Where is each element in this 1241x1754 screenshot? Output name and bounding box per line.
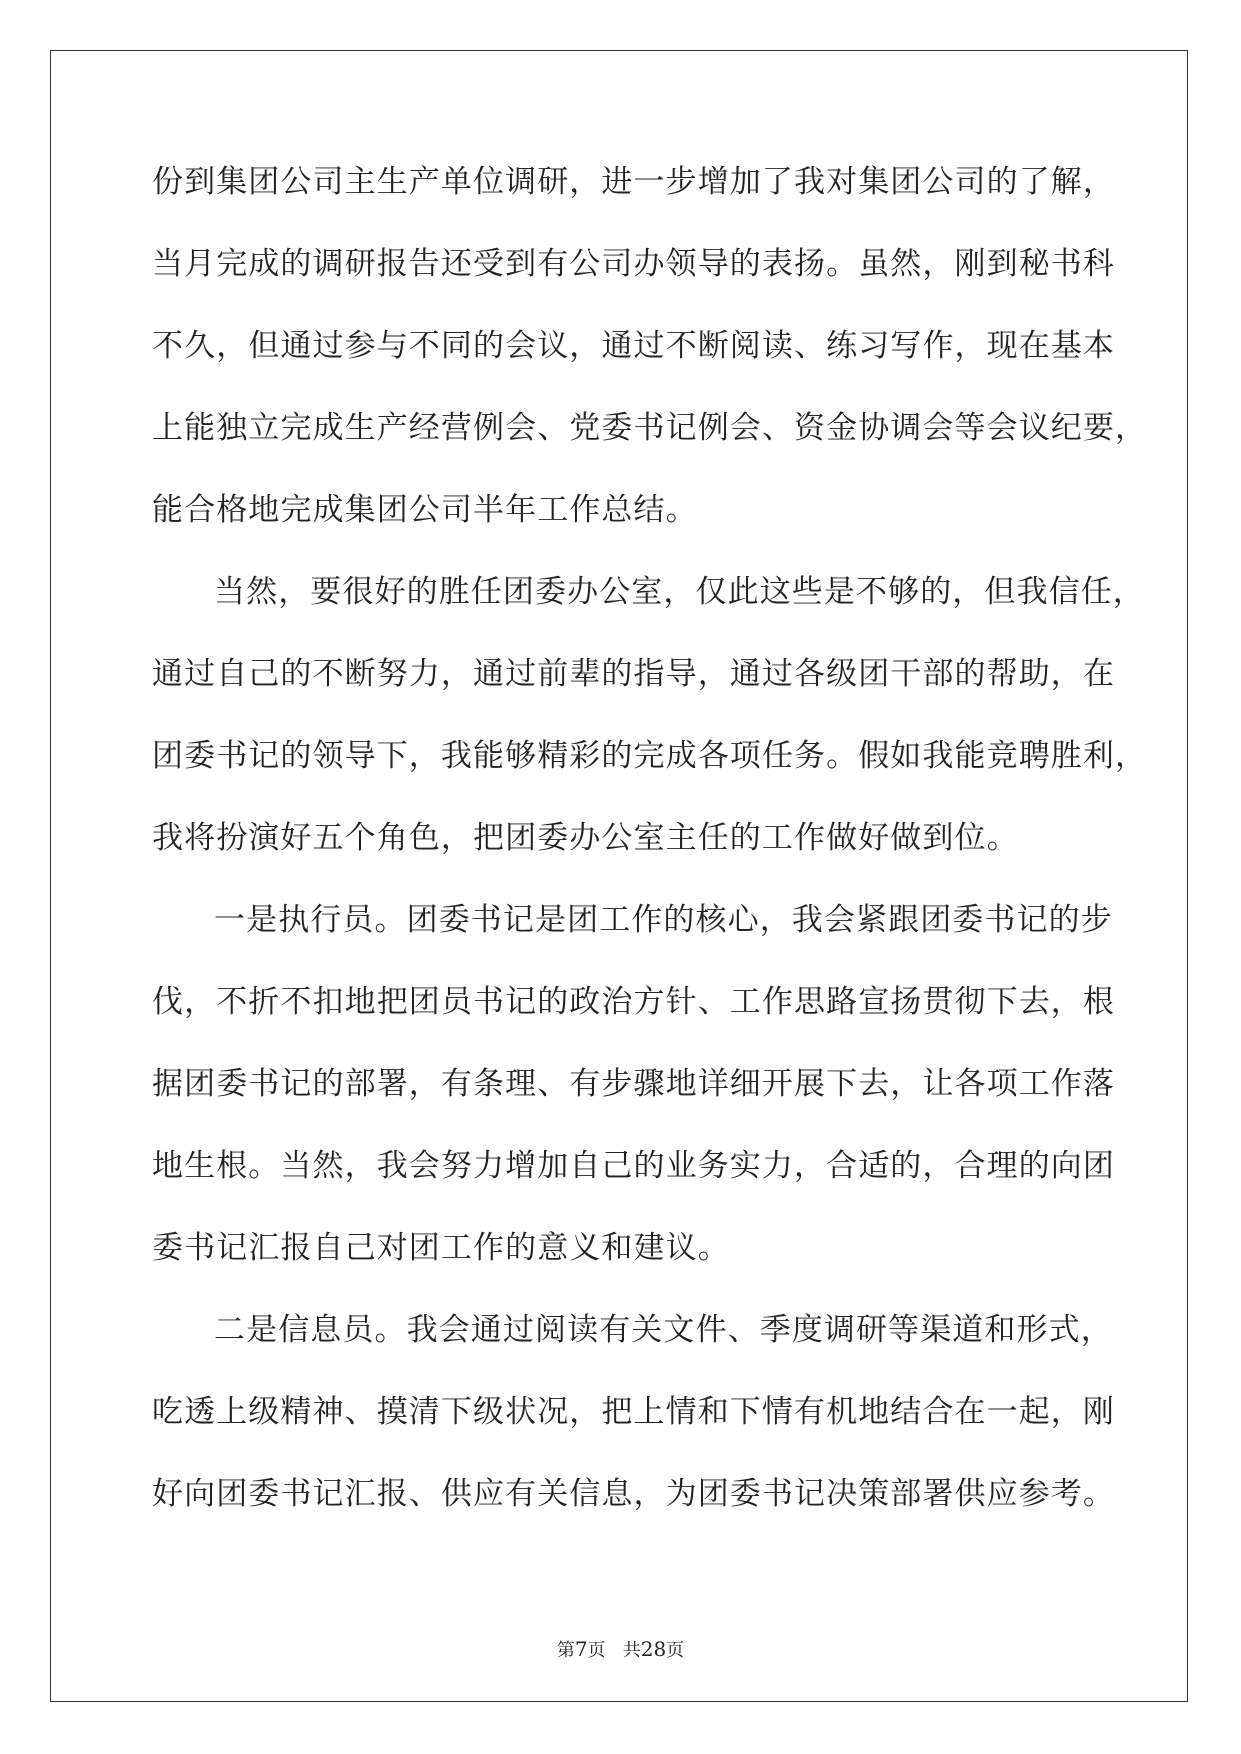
paragraph-first-line: 一是执行员。团委书记是团工作的核心，我会紧跟团委书记的步 <box>214 902 1113 938</box>
page-number: 7 <box>574 1637 588 1661</box>
total-pages: 28 <box>640 1637 667 1661</box>
document-body <box>152 163 1148 1557</box>
text-line: 我将扮演好五个角色，把团委办公室主任的工作做好做到位。 <box>152 820 1019 856</box>
text-line: 地生根。当然，我会努力增加自己的业务实力，合适的，合理的向团 <box>152 1148 1115 1184</box>
page-footer <box>0 1636 1241 1662</box>
page-prefix: 第 <box>556 1640 575 1661</box>
text-line: 不久，但通过参与不同的会议，通过不断阅读、练习写作，现在基本 <box>152 328 1115 364</box>
text-line: 团委书记的领导下，我能够精彩的完成各项任务。假如我能竞聘胜利， <box>152 738 1148 774</box>
page-suffix: 页 <box>587 1640 606 1661</box>
text-line: 能合格地完成集团公司半年工作总结。 <box>152 492 698 528</box>
paragraph-first-line: 二是信息员。我会通过阅读有关文件、季度调研等渠道和形式， <box>214 1312 1113 1348</box>
text-line: 份到集团公司主生产单位调研，进一步增加了我对集团公司的了解， <box>152 164 1115 200</box>
text-line: 当月完成的调研报告还受到有公司办领导的表扬。虽然，刚到秘书科 <box>152 246 1115 282</box>
text-line: 好向团委书记汇报、供应有关信息，为团委书记决策部署供应参考。 <box>152 1476 1115 1512</box>
text-line: 委书记汇报自己对团工作的意义和建议。 <box>152 1230 730 1266</box>
text-line: 吃透上级精神、摸清下级状况，把上情和下情有机地结合在一起，刚 <box>152 1394 1115 1430</box>
text-line: 通过自己的不断努力，通过前辈的指导，通过各级团干部的帮助，在 <box>152 656 1115 692</box>
text-line: 据团委书记的部署，有条理、有步骤地详细开展下去，让各项工作落 <box>152 1066 1115 1102</box>
paragraph-first-line: 当然，要很好的胜任团委办公室，仅此这些是不够的，但我信任， <box>214 574 1145 610</box>
text-line: 伐，不折不扣地把团员书记的政治方针、工作思路宣扬贯彻下去，根 <box>152 984 1115 1020</box>
total-suffix: 页 <box>666 1640 685 1661</box>
total-prefix: 共 <box>622 1640 641 1661</box>
text-line: 上能独立完成生产经营例会、党委书记例会、资金协调会等会议纪要， <box>152 410 1148 446</box>
